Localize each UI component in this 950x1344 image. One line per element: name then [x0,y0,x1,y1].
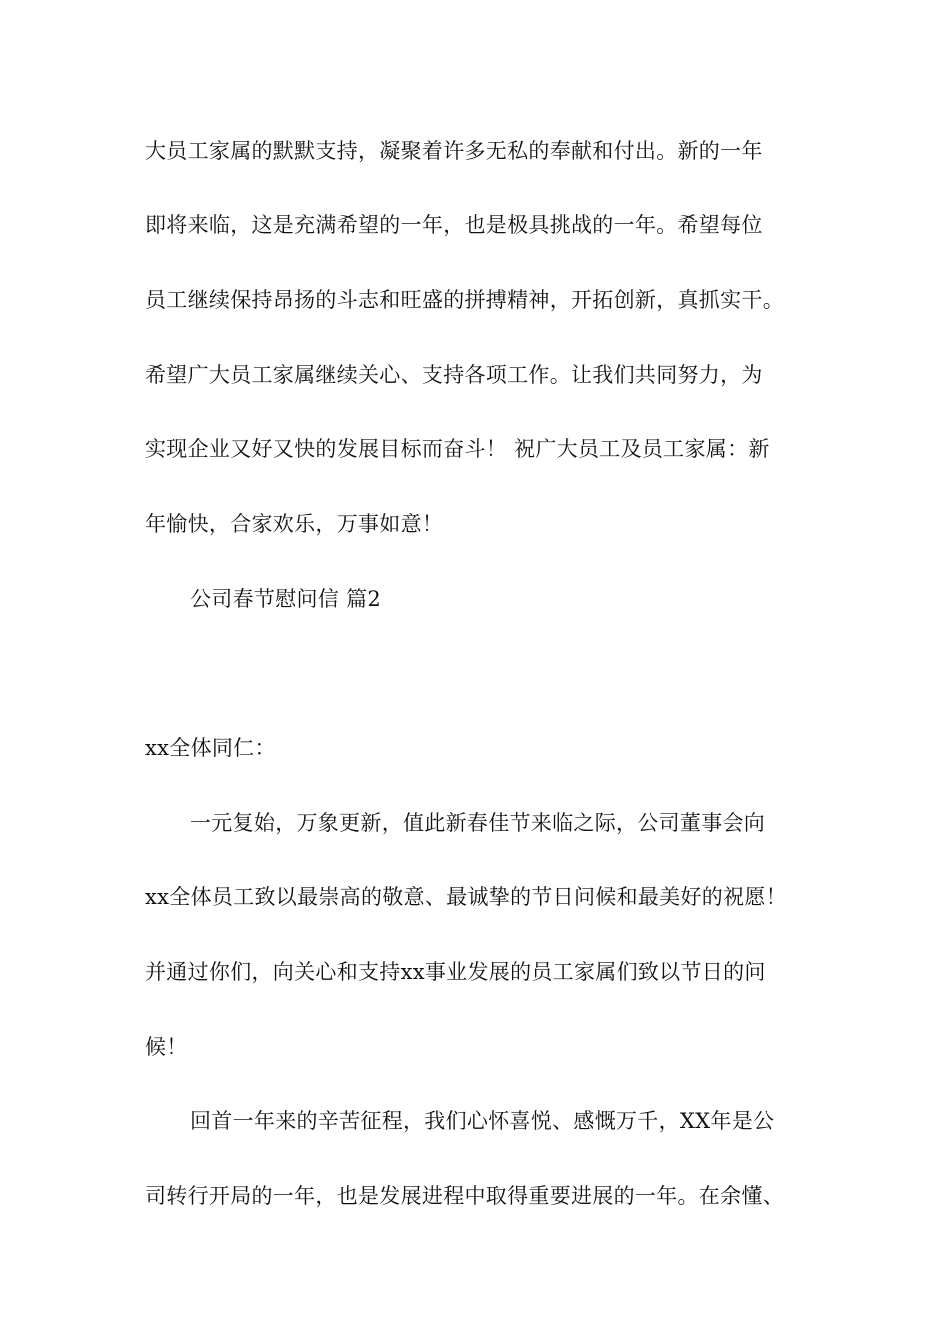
paragraph-line: 即将来临，这是充满希望的一年，也是极具挑战的一年。希望每位 [145,213,763,237]
paragraph-line: 实现企业又好又快的发展目标而奋斗！ 祝广大员工及员工家属：新 [145,437,770,461]
paragraph-line: 年愉快，合家欢乐，万事如意！ [145,512,444,536]
paragraph-line: 司转行开局的一年，也是发展进程中取得重要进展的一年。在余懂、 [145,1184,784,1208]
paragraph-line: 候！ [145,1035,188,1059]
paragraph-line: 回首一年来的辛苦征程，我们心怀喜悦、感慨万千，XX年是公 [190,1109,775,1133]
paragraph-line: 并通过你们，向关心和支持xx事业发展的员工家属们致以节日的问 [145,960,766,984]
section-heading: 公司春节慰问信 篇2 [190,587,382,611]
paragraph-line: 希望广大员工家属继续关心、支持各项工作。让我们共同努力，为 [145,363,763,387]
paragraph-line: 大员工家属的默默支持，凝聚着许多无私的奉献和付出。新的一年 [145,139,763,163]
paragraph-line: xx全体员工致以最崇高的敬意、最诚挚的节日问候和最美好的祝愿！ [145,885,787,909]
paragraph-line: 员工继续保持昂扬的斗志和旺盛的拼搏精神，开拓创新，真抓实干。 [145,288,784,312]
paragraph-line: 一元复始，万象更新，值此新春佳节来临之际，公司董事会向 [190,811,766,835]
salutation: xx全体同仁： [145,736,276,760]
